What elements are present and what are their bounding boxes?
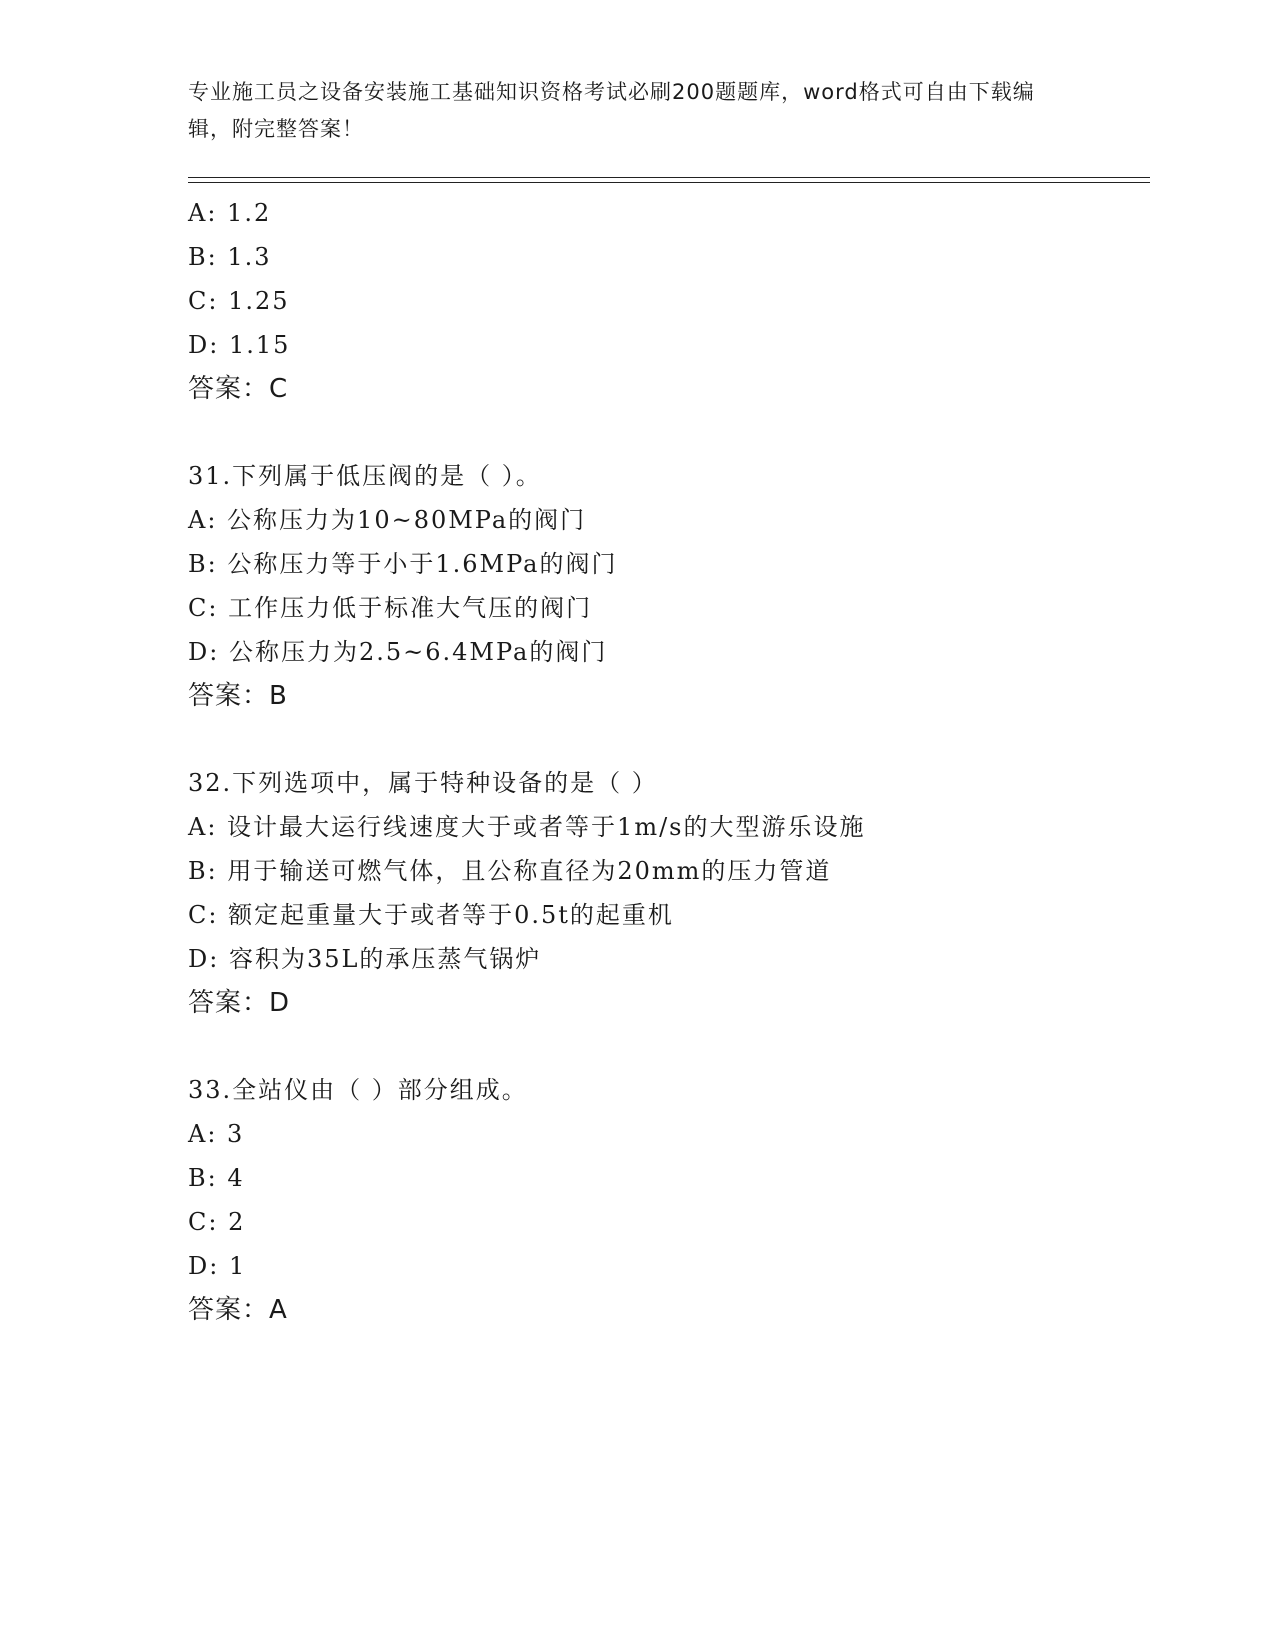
header-divider-top xyxy=(188,177,1150,178)
option-a: A: 设计最大运行线速度大于或者等于1m/s的大型游乐设施 xyxy=(188,813,866,841)
document-header: 专业施工员之设备安装施工基础知识资格考试必刷200题题库，word格式可自由下载编辑，附完整答案！ xyxy=(188,80,1035,141)
option-b: B: 用于输送可燃气体，且公称直径为20mm的压力管道 xyxy=(188,857,832,885)
option-b: B: 1.3 xyxy=(188,243,272,271)
option-a: A: 3 xyxy=(188,1120,245,1148)
option-d: D: 1.15 xyxy=(188,331,291,359)
option-c: C: 2 xyxy=(188,1208,246,1236)
answer-line: 答案：B xyxy=(188,681,288,711)
option-d: D: 1 xyxy=(188,1252,247,1280)
option-b: B: 公称压力等于小于1.6MPa的阀门 xyxy=(188,550,618,578)
answer-line: 答案：A xyxy=(188,1295,288,1325)
option-c: C: 1.25 xyxy=(188,287,290,315)
option-d: D: 公称压力为2.5~6.4MPa的阀门 xyxy=(188,638,608,666)
header-divider-bottom xyxy=(188,182,1150,183)
option-a: A: 1.2 xyxy=(188,199,272,227)
option-c: C: 工作压力低于标准大气压的阀门 xyxy=(188,594,593,622)
question-32: 32.下列选项中，属于特种设备的是（ ） xyxy=(188,769,658,797)
question-33: 33.全站仪由（ ）部分组成。 xyxy=(188,1076,528,1104)
question-31: 31.下列属于低压阀的是（ ）。 xyxy=(188,462,542,490)
answer-line: 答案：C xyxy=(188,374,289,404)
option-c: C: 额定起重量大于或者等于0.5t的起重机 xyxy=(188,901,674,929)
option-b: B: 4 xyxy=(188,1164,245,1192)
option-a: A: 公称压力为10~80MPa的阀门 xyxy=(188,506,587,534)
answer-line: 答案：D xyxy=(188,988,291,1018)
option-d: D: 容积为35L的承压蒸气锅炉 xyxy=(188,945,542,973)
